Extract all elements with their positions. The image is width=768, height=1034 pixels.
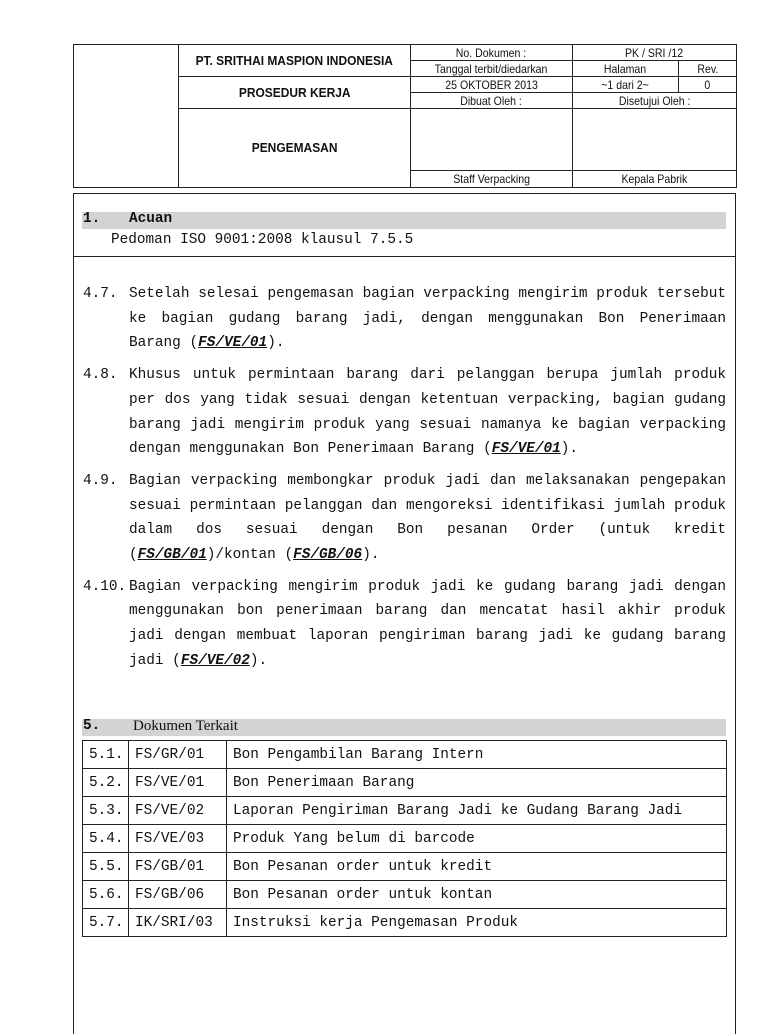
procedure-name: PENGEMASAN (179, 109, 411, 188)
table-row (83, 881, 727, 909)
document-code: FS/GR/01 (129, 741, 227, 769)
rev-value: 0 (679, 77, 737, 93)
table-row (83, 853, 727, 881)
rev-label: Rev. (679, 61, 737, 77)
no-dokumen-label: No. Dokumen : (411, 45, 573, 61)
document-code: IK/SRI/03 (129, 909, 227, 937)
table-row (83, 769, 727, 797)
document-name: Produk Yang belum di barcode (227, 825, 727, 853)
row-number: 5.6. (83, 881, 129, 909)
procedure-item (83, 363, 726, 462)
form-reference: FS/GB/06 (293, 547, 363, 564)
document-name: Bon Pesanan order untuk kredit (227, 853, 727, 881)
tanggal-label: Tanggal terbit/diedarkan (411, 61, 573, 77)
disetujui-label: Disetujui Oleh : (573, 93, 737, 109)
procedure-item (83, 469, 726, 568)
item-text: Khusus untuk permintaan barang dari pelanggan berupa jumlah produk per dos yang tidak sesuai dengan ketentuan verpacking, bagian gudang barang jadi mengirim produk yang sesuai namanya ke bagian verpacking dengan menggunakan Bon Penerimaan Barang (FS/VE/01). (129, 367, 726, 458)
document-code: FS/VE/01 (129, 769, 227, 797)
tanggal-value: 25 OKTOBER 2013 (411, 77, 573, 93)
row-number: 5.4. (83, 825, 129, 853)
section-5-number: 5. (83, 718, 101, 734)
document-header (73, 44, 737, 188)
no-dokumen-value: PK / SRI /12 (573, 45, 737, 61)
row-number: 5.7. (83, 909, 129, 937)
form-reference: FS/VE/01 (491, 441, 561, 458)
item-text: Bagian verpacking mengirim produk jadi ke gudang barang jadi dengan menggunakan bon penerimaan barang dan mencatat hasil akhir produk jadi dengan membuat laporan pengiriman barang jadi ke gudang barang jadi (FS/VE/02). (129, 578, 726, 669)
document-name: Bon Pengambilan Barang Intern (227, 741, 727, 769)
table-row (83, 797, 727, 825)
document-name: Bon Penerimaan Barang (227, 769, 727, 797)
form-reference: FS/GB/01 (137, 547, 207, 564)
section-1-title: Acuan (129, 211, 173, 227)
document-code: FS/VE/03 (129, 825, 227, 853)
item-text: Setelah selesai pengemasan bagian verpacking mengirim produk tersebut ke bagian gudang barang jadi, dengan menggunakan Bon Penerimaan Barang (FS/VE/01). (129, 286, 726, 352)
row-number: 5.2. (83, 769, 129, 797)
logo-area (74, 45, 179, 188)
dibuat-signature-box (411, 109, 573, 170)
halaman-value: ~1 dari 2~ (573, 77, 679, 93)
halaman-label: Halaman (573, 61, 679, 77)
table-row (83, 825, 727, 853)
document-code: FS/VE/02 (129, 797, 227, 825)
row-number: 5.3. (83, 797, 129, 825)
form-reference: FS/VE/02 (180, 652, 250, 669)
table-row (83, 741, 727, 769)
item-number: 4.8. (83, 367, 118, 384)
disetujui-name: Kepala Pabrik (573, 170, 737, 187)
procedure-item (83, 575, 726, 674)
document-code: FS/GB/01 (129, 853, 227, 881)
item-number: 4.7. (83, 286, 118, 302)
document-code: FS/GB/06 (129, 881, 227, 909)
document-name: Laporan Pengiriman Barang Jadi ke Gudang Barang Jadi (227, 797, 727, 825)
related-documents-table (82, 740, 727, 937)
procedure-items (83, 282, 726, 681)
disetujui-signature-box (573, 109, 737, 170)
document-name: Instruksi kerja Pengemasan Produk (227, 909, 727, 937)
section-1-band (82, 212, 726, 229)
item-number: 4.9. (83, 472, 118, 489)
dibuat-name: Staff Verpacking (411, 170, 573, 187)
form-reference: FS/VE/01 (198, 335, 268, 352)
item-text: Bagian verpacking membongkar produk jadi dan melaksanakan pengepakan sesuai permintaan pelanggan dan mengoreksi identifikasi jumlah produk dalam dos sesuai dengan Bon pesanan Order (untuk kredit (FS/GB/01)/kontan (FS/GB/06). (129, 472, 726, 564)
item-number: 4.10. (83, 578, 127, 595)
section-1-text: Pedoman ISO 9001:2008 klausul 7.5.5 (111, 232, 414, 248)
document-name: Bon Pesanan order untuk kontan (227, 881, 727, 909)
section-1-number: 1. (83, 211, 101, 227)
section-5-title: Dokumen Terkait (133, 718, 238, 734)
doc-type: PROSEDUR KERJA (179, 77, 411, 109)
dibuat-label: Dibuat Oleh : (411, 93, 573, 109)
table-row (83, 909, 727, 937)
company-name: PT. SRITHAI MASPION INDONESIA (179, 45, 411, 77)
row-number: 5.5. (83, 853, 129, 881)
divider (73, 256, 736, 257)
row-number: 5.1. (83, 741, 129, 769)
procedure-item (83, 282, 726, 356)
